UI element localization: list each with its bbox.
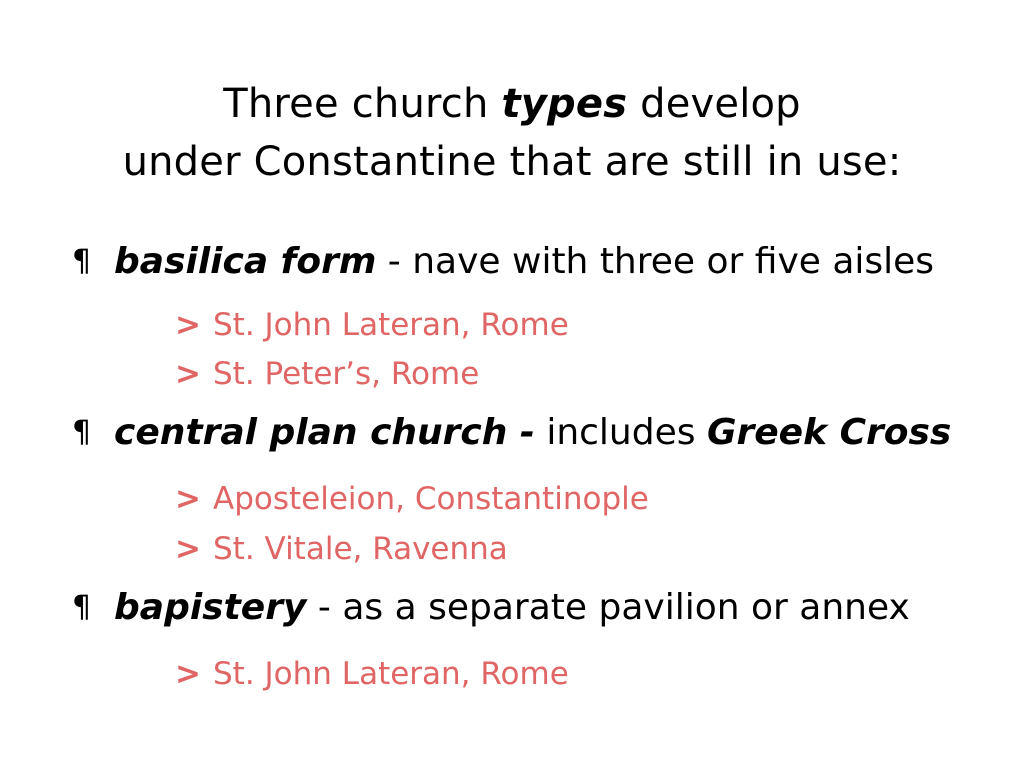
title-emphasis: types (501, 81, 628, 127)
pilcrow-icon: ¶ (72, 244, 92, 279)
bullet-term: central plan church - (114, 412, 535, 453)
arrow-icon: > (175, 531, 201, 567)
example-item (175, 652, 569, 696)
bullet-description: includes (534, 412, 707, 453)
bullet-term: basilica form (114, 241, 377, 282)
bullet-description: - as a separate pavilion or annex (306, 587, 910, 628)
bullet-bapistery (72, 583, 910, 633)
example-item (175, 527, 508, 571)
slide-title-line-2: under Constantine that are still in use: (122, 139, 902, 185)
bullet-emphasis: Greek Cross (706, 412, 952, 453)
example-text: St. John Lateran, Rome (213, 656, 569, 692)
example-item (175, 352, 479, 396)
title-text-after: develop (627, 81, 801, 127)
example-text: St. John Lateran, Rome (213, 307, 569, 343)
bullet-basilica-form (72, 237, 934, 287)
example-item (175, 477, 649, 521)
bullet-description: - nave with three or five aisles (376, 241, 935, 282)
arrow-icon: > (175, 356, 201, 392)
example-text: St. Peter’s, Rome (213, 356, 480, 392)
title-text-before: Three church (223, 81, 502, 127)
pilcrow-icon: ¶ (72, 590, 92, 625)
example-text: St. Vitale, Ravenna (213, 531, 508, 567)
pilcrow-icon: ¶ (72, 415, 92, 450)
example-text: Aposteleion, Constantinople (213, 481, 649, 517)
arrow-icon: > (175, 656, 201, 692)
arrow-icon: > (175, 307, 201, 343)
slide-title-line-1 (0, 76, 1024, 132)
example-item (175, 303, 569, 347)
bullet-central-plan-church (72, 408, 951, 458)
bullet-term: bapistery (114, 587, 307, 628)
arrow-icon: > (175, 481, 201, 517)
